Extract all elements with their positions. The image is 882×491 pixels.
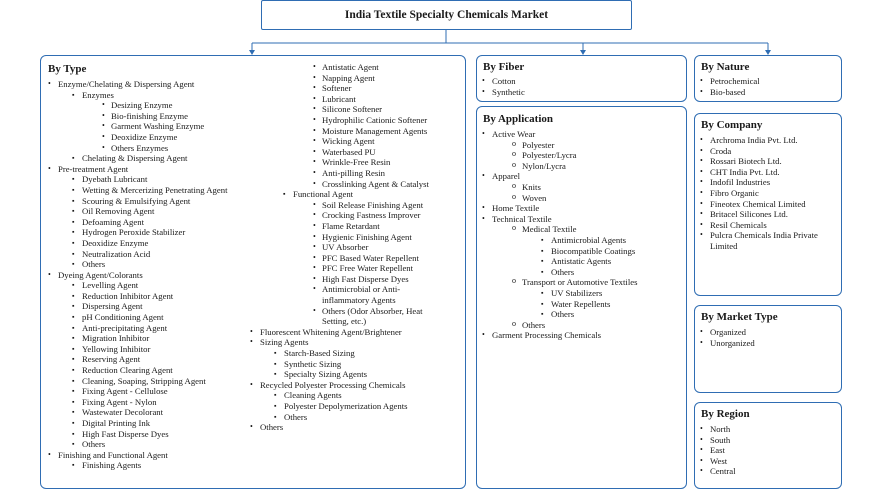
pretreatment-group: • Pre-treatment Agent ▪ Dyebath Lubricant ▪ Wetting & Mercerizing Penetrating Agent ▪ Scouring & Emulsifying Agent ▪ Oil Removing Agent ▪ Defoaming Agent ▪ Hydrogen Peroxide Stabilizer ▪ Deoxidize Enzyme ▪ Neutralization Acid ▪ Others bbox=[45, 164, 285, 270]
by-type-col-right bbox=[247, 62, 463, 433]
by-region-box bbox=[694, 402, 842, 489]
list-item: • Antistatic Agent bbox=[311, 62, 463, 73]
by-fiber-heading: By Fiber bbox=[483, 61, 525, 73]
list-item: ▪ UV Stabilizers bbox=[540, 288, 685, 299]
list-item: ▪ Hydrogen Peroxide Stabilizer bbox=[70, 227, 285, 238]
list-item: ▪ Wetting & Mercerizing Penetrating Agent bbox=[70, 185, 285, 196]
list-item: o Woven bbox=[510, 193, 685, 204]
list-item: ▪ Dispersing Agent bbox=[70, 301, 285, 312]
by-company-heading: By Company bbox=[701, 119, 763, 131]
list-item: • UV Absorber bbox=[311, 242, 463, 253]
list-item: • Fibro Organic bbox=[697, 188, 839, 199]
list-item: ▪ Antistatic Agents bbox=[540, 256, 685, 267]
list-item: • Others bbox=[247, 422, 463, 433]
diagram-title: India Textile Specialty Chemicals Market bbox=[261, 0, 632, 30]
list-item: ▪ Polyester Depolymerization Agents bbox=[272, 401, 463, 412]
list-item: • Lubricant bbox=[311, 94, 463, 105]
list-item: ▪ Dyebath Lubricant bbox=[70, 174, 285, 185]
list-item: ▪ Cleaning Agents bbox=[272, 390, 463, 401]
list-item: • East bbox=[697, 445, 736, 456]
by-market-type-heading: By Market Type bbox=[701, 311, 778, 323]
by-company-box bbox=[694, 113, 842, 296]
list-item: ▪ Water Repellents bbox=[540, 299, 685, 310]
list-item: ▪ Reserving Agent bbox=[70, 354, 285, 365]
list-item: ▪ Synthetic Sizing bbox=[272, 359, 463, 370]
by-type-heading: By Type bbox=[48, 63, 87, 75]
list-item: • Bio-finishing Enzyme bbox=[100, 111, 285, 122]
list-item: • Others (Odor Absorber, Heat Setting, etc.) bbox=[311, 306, 430, 327]
list-item: ▪ pH Conditioning Agent bbox=[70, 312, 285, 323]
list-item: • Resil Chemicals bbox=[697, 220, 839, 231]
list-item: ▪ Oil Removing Agent bbox=[70, 206, 285, 217]
by-application-box bbox=[476, 106, 687, 489]
list-item: ▪ Defoaming Agent bbox=[70, 217, 285, 228]
list-item: ▪ High Fast Disperse Dyes bbox=[70, 429, 285, 440]
list-item: o Nylon/Lycra bbox=[510, 161, 685, 172]
apparel-group: • Apparel o Knits o Woven bbox=[479, 171, 685, 203]
transport-group: o Transport or Automotive Textiles ▪ UV Stabilizers ▪ Water Repellents ▪ Others bbox=[510, 277, 685, 319]
list-item: ▪ Yellowing Inhibitor bbox=[70, 344, 285, 355]
by-application-heading: By Application bbox=[483, 113, 553, 125]
list-item: • Cotton bbox=[479, 76, 525, 87]
dyeing-group: • Dyeing Agent/Colorants ▪ Levelling Agent ▪ Reduction Inhibitor Agent ▪ Dispersing Agent ▪ pH Conditioning Agent ▪ Anti-precipitating Agent ▪ Migration Inhibitor ▪ Yellowing Inhibitor ▪ Reserving Agent ▪ Reduction Clearing Agent ▪ Cleaning, Soaping, Stripping Agent ▪ Fixing Agent - Cellulose ▪ Fixing Agent - Nylon ▪ Wastewater Decolorant ▪ Digital Printing Ink ▪ High Fast Disperse Dyes ▪ Others bbox=[45, 270, 285, 450]
list-item: • Antimicrobial or Anti-inflammatory Agents bbox=[311, 284, 412, 305]
by-nature-heading: By Nature bbox=[701, 61, 750, 73]
list-item: • PFC Based Water Repellent bbox=[311, 253, 463, 264]
list-item: ▪ Cleaning, Soaping, Stripping Agent bbox=[70, 376, 285, 387]
list-item: ▪ Wastewater Decolorant bbox=[70, 407, 285, 418]
sizing-group: • Sizing Agents ▪ Starch-Based Sizing ▪ Synthetic Sizing ▪ Specialty Sizing Agents bbox=[247, 337, 463, 379]
list-item: • Crosslinking Agent & Catalyst bbox=[311, 179, 463, 190]
list-item: ▪ Others bbox=[70, 259, 285, 270]
active-wear-group: • Active Wear o Polyester o Polyester/Lycra o Nylon/Lycra bbox=[479, 129, 685, 171]
list-item: • Garment Washing Enzyme bbox=[100, 121, 285, 132]
list-item: • Organized bbox=[697, 327, 755, 338]
by-region-heading: By Region bbox=[701, 408, 750, 420]
list-item: ▪ Deoxidize Enzyme bbox=[70, 238, 285, 249]
list-item: • Fineotex Chemical Limited bbox=[697, 199, 839, 210]
list-item: • Napping Agent bbox=[311, 73, 463, 84]
functional-group: ▪ Functional Agent • Soil Release Finishing Agent • Crocking Fastness Improver • Flame Retardant • Hygienic Finishing Agent • UV Absorber • PFC Based Water Repellent • PFC Free Water Repellent • High Fast Disperse Dyes • Antimicrobial or Anti-inflammatory Agents • Others (Odor Absorber, Heat Setting, etc.) bbox=[281, 189, 463, 327]
list-item: ▪ Others bbox=[272, 412, 463, 423]
list-item: ▪ Antimicrobial Agents bbox=[540, 235, 685, 246]
list-item: ▪ Fixing Agent - Cellulose bbox=[70, 386, 285, 397]
list-item: ▪ Reduction Inhibitor Agent bbox=[70, 291, 285, 302]
list-item: ▪ Migration Inhibitor bbox=[70, 333, 285, 344]
list-item: • Synthetic bbox=[479, 87, 525, 98]
list-item: • Wrinkle-Free Resin bbox=[311, 157, 463, 168]
list-item: • Home Textile bbox=[479, 203, 685, 214]
list-item: ▪ Chelating & Dispersing Agent bbox=[70, 153, 285, 164]
list-item: • Archroma India Pvt. Ltd. bbox=[697, 135, 839, 146]
list-item: • Silicone Softener bbox=[311, 104, 463, 115]
list-item: • Wicking Agent bbox=[311, 136, 463, 147]
enzyme-group: • Enzyme/Chelating & Dispersing Agent ▪ Enzymes • Desizing Enzyme • Bio-finishing Enzyme • Garment Washing Enzyme • Deoxidize Enzyme • Others Enzymes ▪ Chelating & Dispersing Agent bbox=[45, 79, 285, 164]
list-item: • CHT India Pvt. Ltd. bbox=[697, 167, 839, 178]
list-item: ▪ Fixing Agent - Nylon bbox=[70, 397, 285, 408]
list-item: o Others bbox=[510, 320, 685, 331]
list-item: • Garment Processing Chemicals bbox=[479, 330, 685, 341]
list-item: • Desizing Enzyme bbox=[100, 100, 285, 111]
list-item: ▪ Anti-precipitating Agent bbox=[70, 323, 285, 334]
technical-group: • Technical Textile o Medical Textile ▪ Antimicrobial Agents ▪ Biocompatible Coatings ▪ Antistatic Agents ▪ Others o Transport or Automotive Textiles ▪ UV Stabilizers ▪ Water Repellents ▪ Others o Others bbox=[479, 214, 685, 331]
by-nature-box bbox=[694, 55, 842, 102]
list-item: • Central bbox=[697, 466, 736, 477]
list-item: • Flame Retardant bbox=[311, 221, 463, 232]
list-item: • Deoxidize Enzyme bbox=[100, 132, 285, 143]
list-item: • West bbox=[697, 456, 736, 467]
finishing-group: • Finishing and Functional Agent ▪ Finishing Agents bbox=[45, 450, 285, 471]
recycled-group: • Recycled Polyester Processing Chemicals ▪ Cleaning Agents ▪ Polyester Depolymerization Agents ▪ Others bbox=[247, 380, 463, 422]
by-market-type-box bbox=[694, 305, 842, 393]
list-item: o Polyester/Lycra bbox=[510, 150, 685, 161]
list-item: • Bio-based bbox=[697, 87, 760, 98]
list-item: ▪ Scouring & Emulsifying Agent bbox=[70, 196, 285, 207]
list-item: o Polyester bbox=[510, 140, 685, 151]
list-item: • Others Enzymes bbox=[100, 143, 285, 154]
list-item: • Rossari Biotech Ltd. bbox=[697, 156, 839, 167]
list-item: • Hydrophilic Cationic Softener bbox=[311, 115, 463, 126]
list-item: • Waterbased PU bbox=[311, 147, 463, 158]
list-item: • South bbox=[697, 435, 736, 446]
list-item: ▪ Finishing Agents bbox=[70, 460, 285, 471]
list-item: • Soil Release Finishing Agent bbox=[311, 200, 463, 211]
list-item: ▪ Others bbox=[540, 309, 685, 320]
list-item: • Indofil Industries bbox=[697, 177, 839, 188]
list-item: o Knits bbox=[510, 182, 685, 193]
by-type-box bbox=[40, 55, 466, 489]
list-item: • Anti-pilling Resin bbox=[311, 168, 463, 179]
list-item: • Crocking Fastness Improver bbox=[311, 210, 463, 221]
list-item: ▪ Starch-Based Sizing bbox=[272, 348, 463, 359]
list-item: • PFC Free Water Repellent bbox=[311, 263, 463, 274]
list-item: • Moisture Management Agents bbox=[311, 126, 463, 137]
list-item: • Pulcra Chemicals India Private Limited bbox=[697, 230, 839, 251]
list-item: • Croda bbox=[697, 146, 839, 157]
list-item: • Unorganized bbox=[697, 338, 755, 349]
list-item: ▪ Others bbox=[70, 439, 285, 450]
list-item: ▪ Reduction Clearing Agent bbox=[70, 365, 285, 376]
list-item: • Hygienic Finishing Agent bbox=[311, 232, 463, 243]
finishing-continued bbox=[247, 62, 463, 327]
list-item: ▪ Digital Printing Ink bbox=[70, 418, 285, 429]
finishing-agents-continued bbox=[261, 62, 463, 189]
list-item: ▪ Biocompatible Coatings bbox=[540, 246, 685, 257]
list-item: • Britacel Silicones Ltd. bbox=[697, 209, 839, 220]
list-item: ▪ Specialty Sizing Agents bbox=[272, 369, 463, 380]
list-item: ▪ Neutralization Acid bbox=[70, 249, 285, 260]
medical-group: o Medical Textile ▪ Antimicrobial Agents ▪ Biocompatible Coatings ▪ Antistatic Agents ▪ Others bbox=[510, 224, 685, 277]
list-item: • High Fast Disperse Dyes bbox=[311, 274, 463, 285]
list-item: ▪ Levelling Agent bbox=[70, 280, 285, 291]
list-item: • Petrochemical bbox=[697, 76, 760, 87]
list-item: ▪ Others bbox=[540, 267, 685, 278]
enzymes-group: ▪ Enzymes • Desizing Enzyme • Bio-finishing Enzyme • Garment Washing Enzyme • Deoxidize Enzyme • Others Enzymes bbox=[70, 90, 285, 154]
list-item: • North bbox=[697, 424, 736, 435]
list-item: • Fluorescent Whitening Agent/Brightener bbox=[247, 327, 463, 338]
by-fiber-box bbox=[476, 55, 687, 102]
list-item: • Softener bbox=[311, 83, 463, 94]
